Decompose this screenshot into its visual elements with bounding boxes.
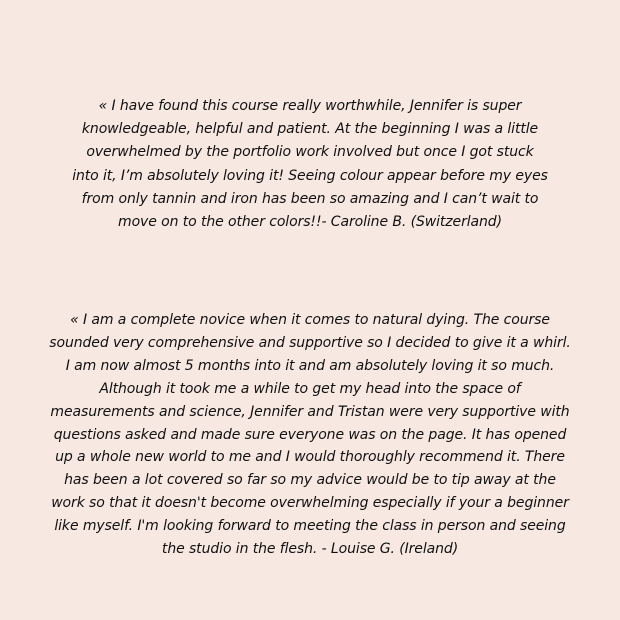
testimonial-line: the studio in the flesh. - Louise G. (Ireland) (161, 541, 459, 558)
testimonial-line: like myself. I'm looking forward to meeting the class in person and seeing (54, 518, 566, 535)
testimonial-line: into it, I’m absolutely loving it! Seeing colour appear before my eyes (72, 167, 548, 184)
testimonial-line: work so that it doesn't become overwhelming especially if your a beginner (51, 495, 569, 512)
testimonial-line: overwhelmed by the portfolio work involved but once I got stuck (86, 144, 534, 161)
testimonial-line: measurements and science, Jennifer and Tristan were very supportive with (50, 403, 570, 420)
testimonial-line: sounded very comprehensive and supportive so I decided to give it a whirl. (49, 334, 571, 351)
testimonial-louise (0, 309, 620, 561)
testimonial-caroline (0, 95, 620, 234)
testimonial-line: « I am a complete novice when it comes to natural dying. The course (70, 312, 550, 328)
testimonial-line: questions asked and made sure everyone was on the page. It has opened (53, 426, 567, 443)
testimonial-line: I am now almost 5 months into it and am absolutely loving it so much. (65, 357, 555, 374)
testimonial-line: up a whole new world to me and I would thoroughly recommend it. There (55, 449, 565, 466)
testimonial-line: knowledgeable, helpful and patient. At the beginning I was a little (81, 121, 539, 138)
testimonial-line: « I have found this course really worthwhile, Jennifer is super (98, 98, 522, 114)
testimonial-line: has been a lot covered so far so my advice would be to tip away at the (64, 472, 556, 489)
testimonial-line: Although it took me a while to get my head into the space of (99, 380, 521, 397)
testimonial-line: from only tannin and iron has been so amazing and I can’t wait to (81, 190, 539, 207)
testimonial-line: move on to the other colors!!- Caroline B. (Switzerland) (118, 214, 502, 231)
